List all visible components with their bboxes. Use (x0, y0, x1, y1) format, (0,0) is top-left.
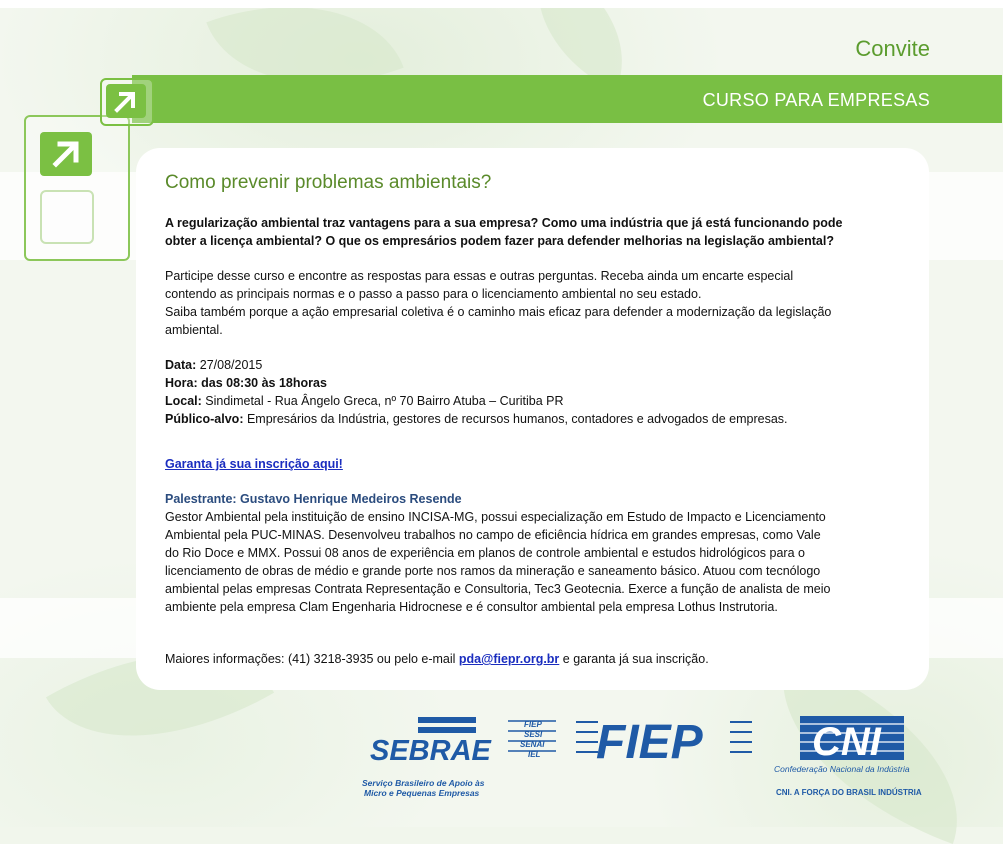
date-line (165, 356, 895, 374)
date-value: 27/08/2015 (196, 358, 263, 372)
convite-label: Convite (855, 36, 930, 61)
description-text: Saiba também porque a ação empresarial coletiva é o caminho mais eficaz para defender a modernização da legislação (165, 305, 832, 319)
sebrae-tagline: Micro e Pequenas Empresas (364, 788, 480, 798)
bio-line: licenciamento de obras de médio e grande porte nos ramos da mineração e saneamento básico. Atuou com tecnólogo (165, 564, 821, 578)
sebrae-logo (362, 717, 493, 798)
fiep-wordmark: FIEP (596, 716, 703, 769)
location-line (165, 392, 895, 410)
time-line: Hora: das 08:30 às 18horas (165, 376, 327, 390)
bio-line: do Rio Doce e MMX. Possui 08 anos de experiência em planos de controle ambiental e estudos hidrológicos para o (165, 546, 805, 560)
location-value: Sindimetal - Rua Ângelo Greca, nº 70 Bairro Atuba – Curitiba PR (201, 394, 564, 408)
bio-line: Gestor Ambiental pela instituição de ensino INCISA-MG, possui especialização em Estudo de Impacto e Licenciamento (165, 510, 826, 524)
fiep-system-label: SENAI (520, 740, 545, 749)
contact-prefix: Maiores informações: (41) 3218-3935 ou pelo e-mail (165, 652, 459, 666)
intro-text: A regularização ambiental traz vantagens para a sua empresa? Como uma indústria que já está funcionando pode (165, 216, 843, 230)
description-text: Participe desse curso e encontre as respostas para essas e outras perguntas. Receba ainda um encarte especial (165, 269, 794, 283)
sebrae-wordmark: SEBRAE (370, 735, 491, 767)
fiep-logo (576, 716, 752, 769)
fiep-system-logo (508, 720, 556, 759)
fiep-system-label: IEL (528, 750, 541, 759)
contact-suffix: e garanta já sua inscrição. (559, 652, 709, 666)
arrow-icon (106, 84, 146, 118)
description-text: contendo as principais normas e o passo a passo para o licenciamento ambiental no seu estado. (165, 287, 702, 301)
signup-link[interactable]: Garanta já sua inscrição aqui! (165, 457, 343, 471)
cni-tagline: Confederação Nacional da Indústria (774, 764, 910, 774)
audience-value: Empresários da Indústria, gestores de recursos humanos, contadores e advogados de empresas. (243, 412, 788, 426)
cni-slogan: CNI. A FORÇA DO BRASIL INDÚSTRIA (776, 788, 922, 797)
bio-line: ambiental pelas empresas Contrata Representação e Consultoria, Tec3 Geotecnia. Exerce a função de analista de meio (165, 582, 831, 596)
date-label: Data: (165, 358, 197, 372)
top-strip (0, 0, 1003, 8)
audience-label: Público-alvo: (165, 412, 244, 426)
page-title: Como prevenir problemas ambientais? (165, 172, 492, 193)
contact-email-link[interactable]: pda@fiepr.org.br (458, 652, 560, 666)
intro-text: obter a licença ambiental? O que os empresários podem fazer para defender melhorias na legislação ambiental? (165, 234, 834, 248)
cni-logo (774, 716, 922, 797)
invitation-content (165, 170, 895, 668)
audience-line (165, 410, 895, 428)
decorative-frame (40, 190, 94, 244)
description-text: ambiental. (165, 323, 223, 337)
sebrae-tagline: Serviço Brasileiro de Apoio às (362, 778, 485, 788)
bio-line: ambiente pela empresa Clam Engenharia Hidrocnese e é consultor ambiental pela empresa Lothus Instrutoria. (165, 600, 778, 614)
banner-title: CURSO PARA EMPRESAS (702, 90, 930, 110)
contact-line (165, 650, 895, 668)
arrow-icon (40, 132, 92, 176)
speaker-name: Palestrante: Gustavo Henrique Medeiros Resende (165, 492, 462, 506)
location-label: Local: (165, 394, 202, 408)
cni-wordmark: CNI (812, 720, 881, 764)
fiep-system-label: SESI (524, 730, 543, 739)
fiep-system-label: FIEP (524, 720, 542, 729)
bio-line: Ambiental pela PUC-MINAS. Desenvolveu trabalhos no campo de eficiência hídrica em grandes empresas, como Vale (165, 528, 821, 542)
sponsor-logos (0, 700, 1003, 827)
